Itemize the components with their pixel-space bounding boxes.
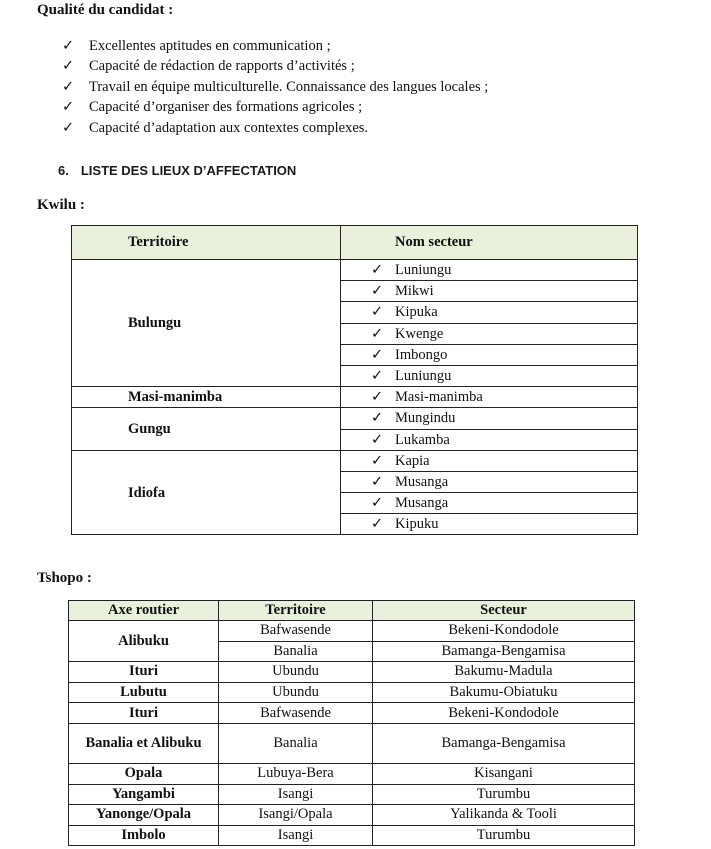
territoire-cell: Isangi: [219, 784, 373, 805]
check-icon: ✓: [371, 473, 384, 490]
axe-cell: Ituri: [69, 703, 219, 724]
check-icon: ✓: [371, 516, 384, 533]
check-icon: ✓: [62, 78, 75, 95]
table-row: [69, 621, 635, 642]
qualite-item: [62, 118, 488, 138]
kwilu-table: [71, 225, 638, 535]
secteur-name: Lukamba: [395, 431, 450, 448]
qualite-item: [62, 97, 488, 117]
territoire-cell: Masi-manimba: [72, 387, 341, 408]
secteur-cell: Turumbu: [373, 784, 635, 805]
tshopo-heading: Tshopo :: [37, 570, 92, 586]
secteur-cell: [341, 302, 638, 323]
secteur-cell: Kisangani: [373, 763, 635, 784]
secteur-name: Luniungu: [395, 262, 452, 279]
secteur-cell: [341, 450, 638, 471]
qualite-item-text: Capacité d’adaptation aux contextes complexes.: [89, 119, 369, 136]
tshopo-table: [68, 600, 635, 846]
check-icon: ✓: [371, 389, 384, 406]
table-row: [72, 260, 638, 281]
table-row: [69, 703, 635, 724]
secteur-name: Kapia: [395, 452, 430, 469]
tshopo-col-axe: Axe routier: [69, 601, 219, 621]
secteur-name: Imbongo: [395, 346, 448, 363]
tshopo-col-territoire: Territoire: [219, 601, 373, 621]
axe-cell: Lubutu: [69, 682, 219, 703]
territoire-cell: Lubuya-Bera: [219, 763, 373, 784]
qualite-item-text: Capacité de rédaction de rapports d’activités ;: [89, 58, 355, 75]
check-icon: ✓: [371, 431, 384, 448]
territoire-cell: Isangi: [219, 825, 373, 846]
secteur-cell: [341, 493, 638, 514]
secteur-cell: [341, 344, 638, 365]
check-icon: ✓: [62, 38, 75, 54]
secteur-cell: Bekeni-Kondodole: [373, 621, 635, 642]
qualite-item-text: Travail en équipe multiculturelle. Connaissance des langues locales ;: [89, 78, 489, 95]
secteur-cell: [341, 514, 638, 535]
table-row: [69, 723, 635, 763]
secteur-cell: [341, 408, 638, 429]
check-icon: ✓: [371, 410, 384, 427]
kwilu-heading: Kwilu :: [37, 197, 85, 213]
secteur-cell: Yalikanda & Tooli: [373, 805, 635, 826]
axe-cell: Alibuku: [69, 621, 219, 662]
table-row: [69, 662, 635, 683]
secteur-name: Kwenge: [395, 325, 444, 342]
axe-cell: Opala: [69, 763, 219, 784]
secteur-cell: Bamanga-Bengamisa: [373, 723, 635, 763]
territoire-cell: Isangi/Opala: [219, 805, 373, 826]
secteur-name: Masi-manimba: [395, 389, 483, 406]
check-icon: ✓: [371, 325, 384, 342]
table-row: [69, 763, 635, 784]
territoire-cell: Gungu: [72, 408, 341, 450]
tshopo-col-secteur: Secteur: [373, 601, 635, 621]
secteur-cell: [341, 387, 638, 408]
territoire-cell: Ubundu: [219, 682, 373, 703]
secteur-name: Kipuku: [395, 516, 439, 533]
secteur-name: Musanga: [395, 495, 449, 512]
secteur-cell: [341, 281, 638, 302]
axe-cell: Imbolo: [69, 825, 219, 846]
check-icon: ✓: [371, 262, 384, 279]
section-6-heading: [58, 163, 296, 178]
axe-cell: Yanonge/Opala: [69, 805, 219, 826]
secteur-cell: [341, 260, 638, 281]
check-icon: ✓: [371, 283, 384, 300]
check-icon: ✓: [62, 58, 75, 75]
territoire-cell: Bafwasende: [219, 703, 373, 724]
qualite-item: [62, 77, 488, 97]
section-title: LISTE DES LIEUX D’AFFECTATION: [80, 163, 297, 178]
check-icon: ✓: [62, 119, 75, 136]
check-icon: ✓: [62, 99, 75, 116]
qualite-list: [62, 36, 488, 138]
kwilu-header-row: [72, 226, 638, 260]
check-icon: ✓: [371, 346, 384, 363]
secteur-name: Musanga: [395, 473, 449, 490]
tshopo-header-row: [69, 601, 635, 621]
secteur-cell: Bakumu-Madula: [373, 662, 635, 683]
qualite-item-text: Excellentes aptitudes en communication ;: [89, 38, 331, 54]
qualite-item-text: Capacité d’organiser des formations agricoles ;: [89, 99, 363, 116]
axe-cell: Ituri: [69, 662, 219, 683]
check-icon: ✓: [371, 304, 384, 321]
secteur-cell: Bamanga-Bengamisa: [373, 641, 635, 662]
check-icon: ✓: [371, 495, 384, 512]
secteur-cell: [341, 365, 638, 386]
secteur-cell: Bekeni-Kondodole: [373, 703, 635, 724]
territoire-cell: Bafwasende: [219, 621, 373, 642]
kwilu-col-territoire: Territoire: [72, 226, 341, 260]
table-row: [72, 450, 638, 471]
territoire-cell: Idiofa: [72, 450, 341, 535]
territoire-cell: Banalia: [219, 641, 373, 662]
table-row: [69, 682, 635, 703]
secteur-name: Mikwi: [395, 283, 434, 300]
secteur-cell: Turumbu: [373, 825, 635, 846]
table-row: [69, 805, 635, 826]
secteur-name: Kipuka: [395, 304, 438, 321]
table-row: [72, 408, 638, 429]
secteur-name: Mungindu: [395, 410, 456, 427]
qualite-item: [62, 56, 488, 76]
secteur-cell: [341, 429, 638, 450]
kwilu-col-secteur: Nom secteur: [341, 226, 638, 260]
section-number: 6.: [58, 163, 69, 178]
secteur-cell: [341, 323, 638, 344]
secteur-cell: [341, 471, 638, 492]
axe-cell: Banalia et Alibuku: [69, 723, 219, 763]
territoire-cell: Bulungu: [72, 260, 341, 387]
table-row: [72, 387, 638, 408]
secteur-cell: Bakumu-Obiatuku: [373, 682, 635, 703]
axe-cell: Yangambi: [69, 784, 219, 805]
territoire-cell: Ubundu: [219, 662, 373, 683]
table-row: [69, 784, 635, 805]
qualite-heading: Qualité du candidat :: [37, 2, 174, 18]
qualite-item: [62, 36, 488, 56]
check-icon: ✓: [371, 368, 384, 385]
table-row: [69, 825, 635, 846]
territoire-cell: Banalia: [219, 723, 373, 763]
secteur-name: Luniungu: [395, 368, 452, 385]
check-icon: ✓: [371, 452, 384, 469]
